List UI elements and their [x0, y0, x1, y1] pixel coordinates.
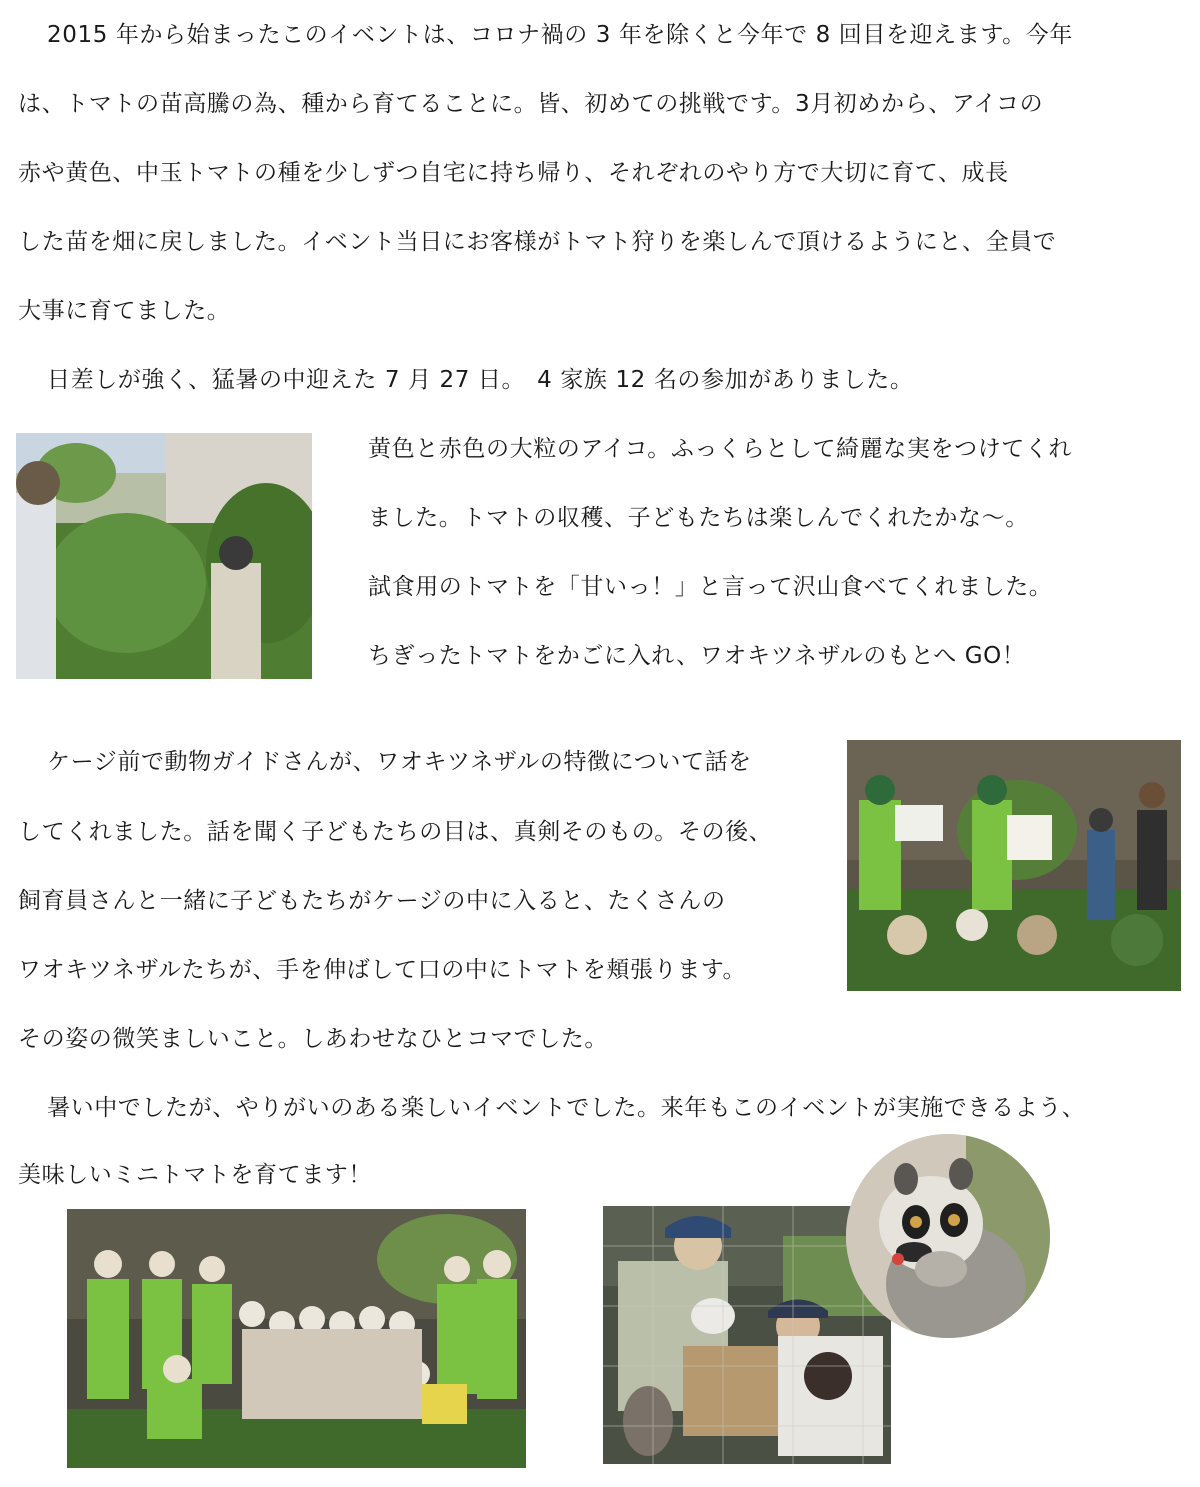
- lemur-line-5: その姿の微笑ましいこと。しあわせなひとコマでした。: [18, 1026, 608, 1052]
- intro-line-1: 2015 年から始まったこのイベントは、コロナ禍の 3 年を除くと今年で 8 回目を迎えます。今年: [47, 22, 1073, 48]
- harvest-line-3: 試食用のトマトを「甘いっ！」と言って沢山食べてくれました。: [368, 574, 1053, 600]
- closing-line-2: 美味しいミニトマトを育てます！: [18, 1162, 372, 1188]
- event-day-line: 日差しが強く、猛暑の中迎えた 7 月 27 日。 4 家族 12 名の参加がありました。: [47, 367, 914, 393]
- harvest-line-2: ました。トマトの収穫、子どもたちは楽しんでくれたかな～。: [368, 505, 1029, 531]
- lemur-line-4: ワオキツネザルたちが、手を伸ばして口の中にトマトを頬張ります。: [18, 957, 747, 983]
- animal-guide-photo: [847, 740, 1181, 991]
- lemur-closeup-photo: [846, 1134, 1050, 1338]
- intro-line-4: した苗を畑に戻しました。イベント当日にお客様がトマト狩りを楽しんで頂けるようにと、全員で: [18, 229, 1057, 255]
- intro-line-2: は、トマトの苗高騰の為、種から育てることに。皆、初めての挑戦です。3月初めから、アイコの: [18, 91, 1044, 117]
- lemur-line-2: してくれました。話を聞く子どもたちの目は、真剣そのもの。その後、: [18, 819, 773, 845]
- lemur-line-3: 飼育員さんと一緒に子どもたちがケージの中に入ると、たくさんの: [18, 888, 726, 914]
- harvest-line-1: 黄色と赤色の大粒のアイコ。ふっくらとして綺麗な実をつけてくれ: [368, 436, 1073, 462]
- lemur-line-1: ケージ前で動物ガイドさんが、ワオキツネザルの特徴について話を: [47, 749, 752, 775]
- intro-line-3: 赤や黄色、中玉トマトの種を少しずつ自宅に持ち帰り、それぞれのやり方で大切に育て、成長: [18, 160, 1009, 186]
- intro-line-5: 大事に育てました。: [18, 298, 231, 324]
- harvest-line-4: ちぎったトマトをかごに入れ、ワオキツネザルのもとへ GO！: [368, 643, 1026, 669]
- group-photo: [67, 1209, 526, 1468]
- closing-line-1: 暑い中でしたが、やりがいのある楽しいイベントでした。来年もこのイベントが実施できるよう、: [47, 1095, 1086, 1121]
- tomato-garden-photo: [16, 433, 312, 679]
